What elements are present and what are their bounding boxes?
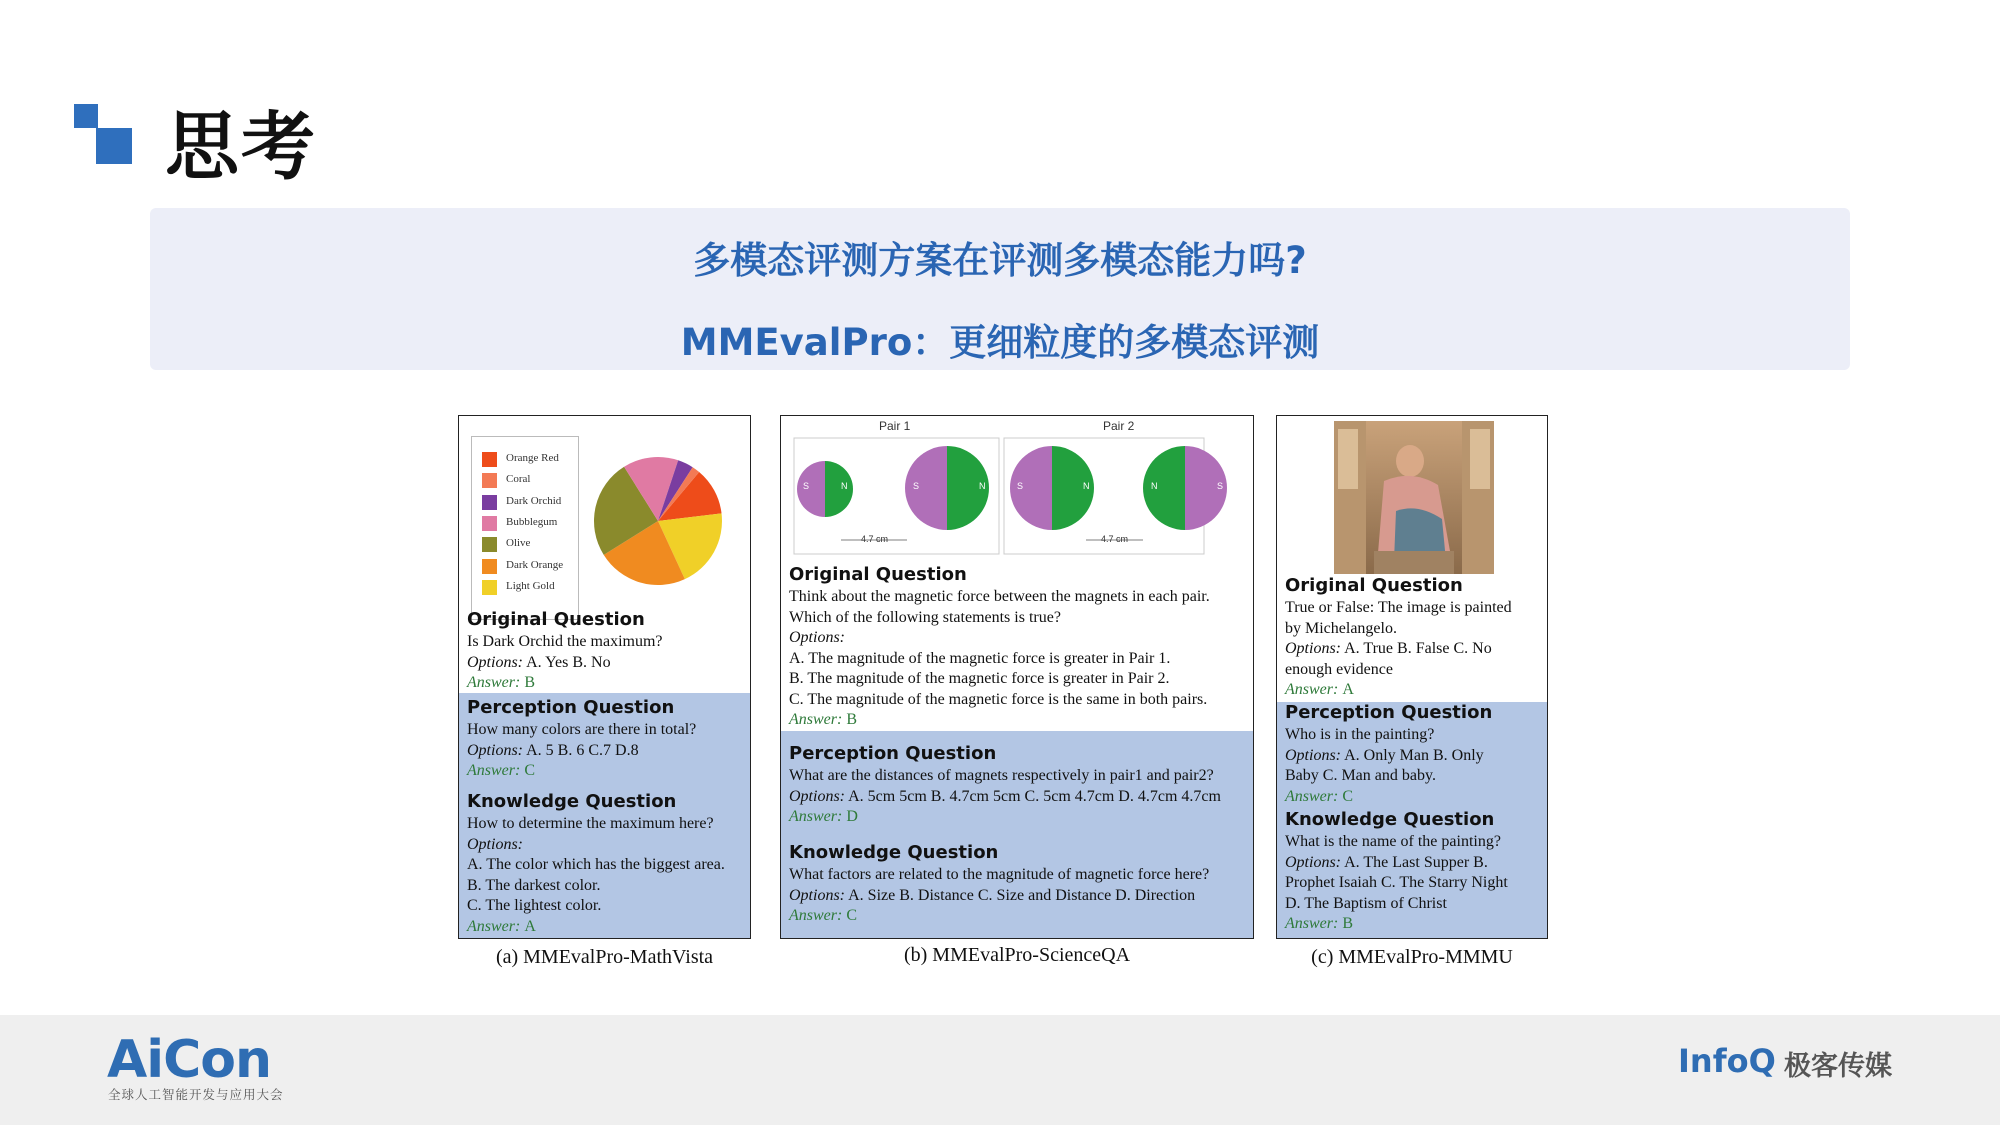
answer-label: Answer: bbox=[789, 907, 843, 924]
pole-label: N bbox=[979, 481, 986, 491]
options-text: A. Yes B. No bbox=[526, 653, 611, 671]
option-a: A. The magnitude of the magnetic force is greater in Pair 1. bbox=[789, 649, 1171, 667]
pole-label: N bbox=[1083, 481, 1090, 491]
knowledge-question-text: What is the name of the painting? bbox=[1285, 833, 1501, 850]
legend-swatch bbox=[482, 580, 497, 595]
perception-question-text: Who is in the painting? bbox=[1285, 726, 1435, 743]
legend-label: Dark Orchid bbox=[506, 494, 562, 507]
options-text-continued: Prophet Isaiah C. The Starry Night bbox=[1285, 874, 1508, 891]
legend-label: Light Gold bbox=[506, 579, 555, 592]
infoq-logo: InfoQ bbox=[1678, 1042, 1776, 1080]
knowledge-question-title: Knowledge Question bbox=[1285, 809, 1495, 830]
pie-legend bbox=[471, 436, 579, 620]
panel-mathvista bbox=[458, 415, 751, 939]
options-text: A. True B. False C. No bbox=[1344, 640, 1492, 657]
pair2-label: Pair 2 bbox=[1103, 419, 1135, 433]
legend-swatch bbox=[482, 495, 497, 510]
answer-label: Answer: bbox=[467, 674, 521, 691]
caption-mathvista: (a) MMEvalPro-MathVista bbox=[495, 946, 714, 968]
options-label: Options: bbox=[1285, 746, 1341, 764]
pie-chart bbox=[593, 456, 723, 586]
answer-label: Answer: bbox=[467, 762, 521, 779]
answer-value: D bbox=[846, 808, 858, 825]
question-banner bbox=[150, 208, 1850, 370]
legend-label: Orange Red bbox=[506, 452, 559, 464]
knowledge-question-text: What factors are related to the magnitude of magnetic force here? bbox=[789, 866, 1210, 883]
answer-value: B bbox=[524, 674, 535, 691]
options-label: Options: bbox=[789, 629, 845, 646]
slide-title: 思考 bbox=[165, 104, 317, 190]
answer-label: Answer: bbox=[1285, 787, 1339, 805]
panel-scienceqa bbox=[780, 415, 1254, 939]
painting-image bbox=[1334, 421, 1494, 574]
options-label: Options: bbox=[789, 787, 845, 805]
options-text: A. 5 B. 6 C.7 D.8 bbox=[526, 741, 639, 759]
knowledge-question-title: Knowledge Question bbox=[467, 791, 677, 812]
pole-label: N bbox=[1151, 481, 1158, 491]
options-text: A. Size B. Distance C. Size and Distance D. Direction bbox=[848, 886, 1196, 904]
options-text: A. The Last Supper B. bbox=[1344, 853, 1488, 871]
options-label: Options: bbox=[789, 886, 845, 904]
options-text-continued: enough evidence bbox=[1285, 660, 1393, 678]
original-question-title: Original Question bbox=[789, 564, 967, 585]
pole-label: S bbox=[1217, 481, 1224, 491]
perception-question-title: Perception Question bbox=[789, 743, 997, 764]
original-question-line2: by Michelangelo. bbox=[1285, 619, 1397, 637]
aicon-subtitle: 全球人工智能开发与应用大会 bbox=[108, 1087, 284, 1102]
answer-label: Answer: bbox=[1285, 681, 1339, 698]
perception-question-text: What are the distances of magnets respectively in pair1 and pair2? bbox=[789, 767, 1214, 784]
perception-question-title: Perception Question bbox=[467, 697, 675, 718]
pole-label: N bbox=[841, 481, 848, 491]
original-question-line1: True or False: The image is painted bbox=[1285, 599, 1512, 616]
answer-value: A bbox=[1342, 681, 1354, 698]
answer-label: Answer: bbox=[789, 808, 843, 825]
original-question-text: Is Dark Orchid the maximum? bbox=[467, 633, 663, 650]
original-question-line1: Think about the magnetic force between the magnets in each pair. bbox=[789, 588, 1210, 605]
caption-scienceqa: (b) MMEvalPro-ScienceQA bbox=[903, 944, 1131, 966]
options-label: Options: bbox=[467, 653, 523, 671]
original-question-title: Original Question bbox=[467, 609, 645, 630]
answer-value: C bbox=[524, 762, 535, 779]
magnet-diagram bbox=[781, 434, 1254, 558]
knowledge-question-title: Knowledge Question bbox=[789, 842, 999, 863]
aicon-logo: AiCon bbox=[107, 1030, 271, 1090]
legend-label: Olive bbox=[506, 537, 531, 550]
option-b: B. The magnitude of the magnetic force is greater in Pair 2. bbox=[789, 670, 1170, 687]
knowledge-question-text: How to determine the maximum here? bbox=[467, 815, 714, 832]
options-label: Options: bbox=[1285, 640, 1341, 657]
legend-swatch bbox=[482, 516, 497, 531]
caption-mmmu: (c) MMEvalPro-MMMU bbox=[1311, 946, 1513, 968]
legend-label: Dark Orange bbox=[506, 558, 564, 571]
answer-value: B bbox=[1342, 915, 1353, 932]
pair2-distance: 4.7 cm bbox=[1101, 534, 1129, 544]
options-text-continued: D. The Baptism of Christ bbox=[1285, 894, 1447, 912]
legend-swatch bbox=[482, 452, 497, 467]
legend-swatch bbox=[482, 473, 497, 488]
pair1-label: Pair 1 bbox=[879, 419, 911, 433]
answer-value: C bbox=[1342, 787, 1353, 805]
answer-value: B bbox=[846, 711, 857, 728]
option-b: B. The darkest color. bbox=[467, 876, 601, 894]
options-label: Options: bbox=[1285, 853, 1341, 871]
answer-label: Answer: bbox=[1285, 915, 1339, 932]
options-label: Options: bbox=[467, 741, 523, 759]
perception-question-text: How many colors are there in total? bbox=[467, 721, 697, 738]
original-question-title: Original Question bbox=[1285, 575, 1463, 596]
option-a: A. The color which has the biggest area. bbox=[467, 856, 725, 873]
original-question-line2: Which of the following statements is true? bbox=[789, 608, 1061, 626]
option-c: C. The magnitude of the magnetic force is the same in both pairs. bbox=[789, 690, 1208, 708]
legend-label: Coral bbox=[506, 473, 531, 486]
pair1-distance: 4.7 cm bbox=[861, 534, 889, 544]
answer-label: Answer: bbox=[467, 917, 521, 935]
banner-question: 多模态评测方案在评测多模态能力吗? bbox=[693, 239, 1307, 282]
options-label: Options: bbox=[467, 835, 523, 853]
perception-question-title: Perception Question bbox=[1285, 702, 1493, 723]
options-text-continued: Baby C. Man and baby. bbox=[1285, 767, 1436, 784]
options-text: A. Only Man B. Only bbox=[1344, 746, 1484, 764]
legend-swatch bbox=[482, 537, 497, 552]
banner-subtitle: MMEvalPro：更细粒度的多模态评测 bbox=[680, 321, 1320, 364]
options-text: A. 5cm 5cm B. 4.7cm 5cm C. 5cm 4.7cm D. 4.7cm 4.7cm bbox=[848, 787, 1221, 805]
answer-label: Answer: bbox=[789, 711, 843, 728]
legend-label: Bubblegum bbox=[506, 515, 558, 528]
answer-value: C bbox=[846, 907, 857, 924]
pole-label: S bbox=[913, 481, 920, 491]
infoq-cn-name: 极客传媒 bbox=[1784, 1051, 1892, 1082]
option-c: C. The lightest color. bbox=[467, 897, 602, 914]
title-square-icon bbox=[74, 104, 136, 164]
panel-mmmu bbox=[1276, 415, 1548, 939]
pole-label: S bbox=[1017, 481, 1024, 491]
pole-label: S bbox=[803, 481, 810, 491]
legend-swatch bbox=[482, 559, 497, 574]
answer-value: A bbox=[524, 917, 536, 935]
